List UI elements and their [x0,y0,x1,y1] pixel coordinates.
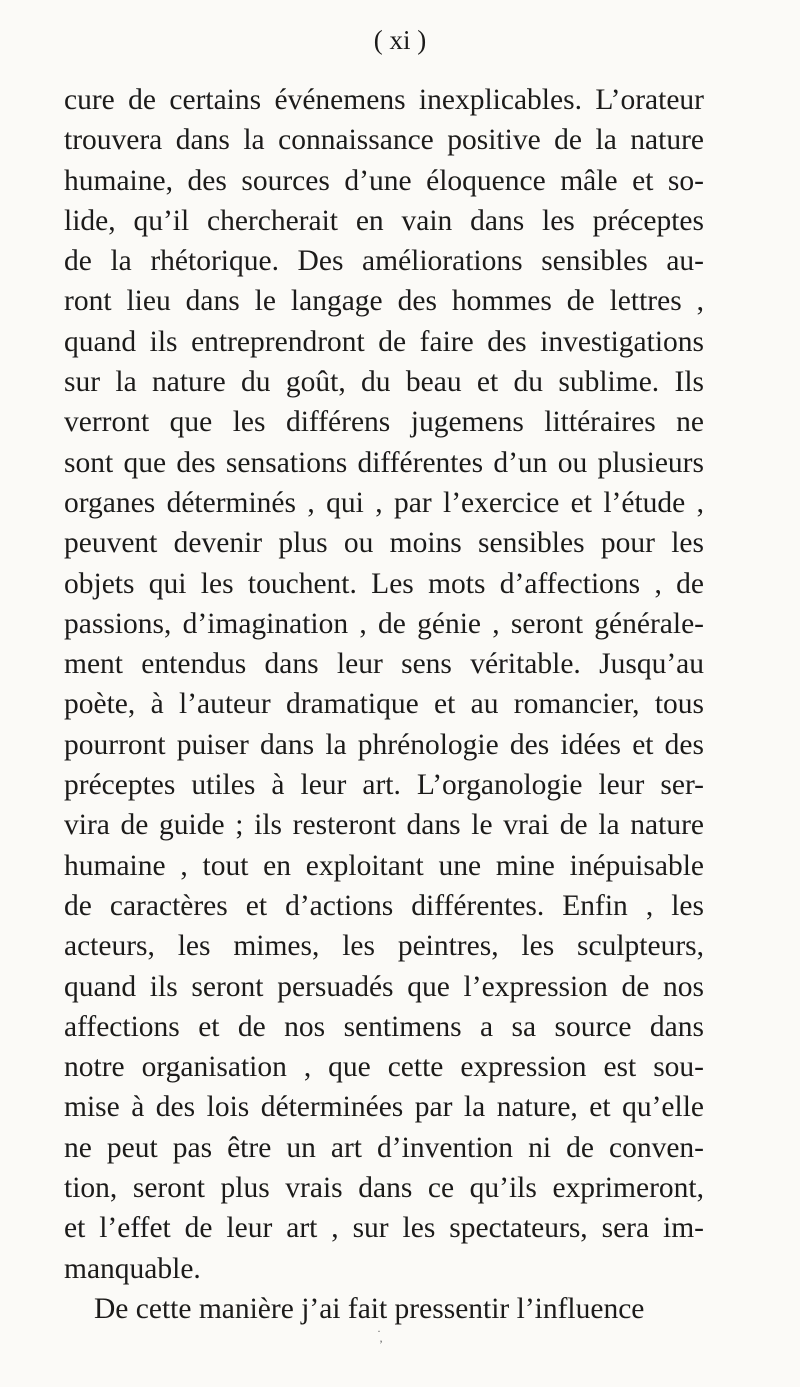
text-line: ront lieu dans le langage des hommes de lettres , [64,285,704,318]
text-line: quand ils seront persuadés que l’expression de nos [64,970,704,1003]
text-line: mise à des lois déterminées par la nature, et qu’elle [64,1091,704,1124]
text-line: acteurs, les mimes, les peintres, les sculpteurs, [64,930,704,963]
text-line: humaine, des sources d’une éloquence mâle et so- [64,164,704,197]
text-line: ment entendus dans leur sens véritable. Jusqu’au [64,648,704,681]
body-text [64,80,704,1329]
text-line: verront que les différens jugemens littéraires ne [64,406,704,439]
page-number: ( xi ) [373,25,427,55]
text-line: objets qui les touchent. Les mots d’affections , de [64,567,704,600]
text-line: tion, seront plus vrais dans ce qu’ils exprimeront, [64,1172,704,1205]
text-line: organes déterminés , qui , par l’exercice et l’étude , [64,486,704,519]
text-line: préceptes utiles à leur art. L’organologie leur ser- [64,769,704,802]
text-line: notre organisation , que cette expression est sou- [64,1051,704,1084]
text-line: trouvera dans la connaissance positive de la nature [64,124,704,157]
text-line: sur la nature du goût, du beau et du sublime. Ils [64,366,704,399]
text-line: sont que des sensations différentes d’un ou plusieurs [64,446,704,479]
text-line: quand ils entreprendront de faire des investigations [64,325,704,358]
text-line: ne peut pas être un art d’invention ni de conven- [64,1131,704,1164]
text-line: et l’effet de leur art , sur les spectateurs, sera im- [64,1212,704,1245]
text-line: poète, à l’auteur dramatique et au romancier, tous [64,688,704,721]
text-line: humaine , tout en exploitant une mine inépuisable [64,849,704,882]
text-line: affections et de nos sentimens a sa source dans [64,1010,704,1043]
text-line: vira de guide ; ils resteront dans le vrai de la nature [64,809,704,842]
text-line: peuvent devenir plus ou moins sensibles pour les [64,527,704,560]
text-line: pourront puiser dans la phrénologie des idées et des [64,728,704,761]
text-line: manquable. [64,1252,201,1285]
text-line: cure de certains événemens inexplicables. L’orateur [64,84,704,116]
paper-speck: ’ [379,1337,383,1351]
text-line: passions, d’imagination , de génie , seront générale- [64,607,704,640]
text-line: lide, qu’il chercherait en vain dans les préceptes [64,204,704,237]
text-line: de caractères et d’actions différentes. Enfin , les [64,889,704,922]
text-line: de la rhétorique. Des améliorations sensibles au- [64,245,704,278]
text-line: De cette manière j’ai fait pressentir l’influence [94,1292,645,1325]
paper-speck: · [377,1324,381,1338]
